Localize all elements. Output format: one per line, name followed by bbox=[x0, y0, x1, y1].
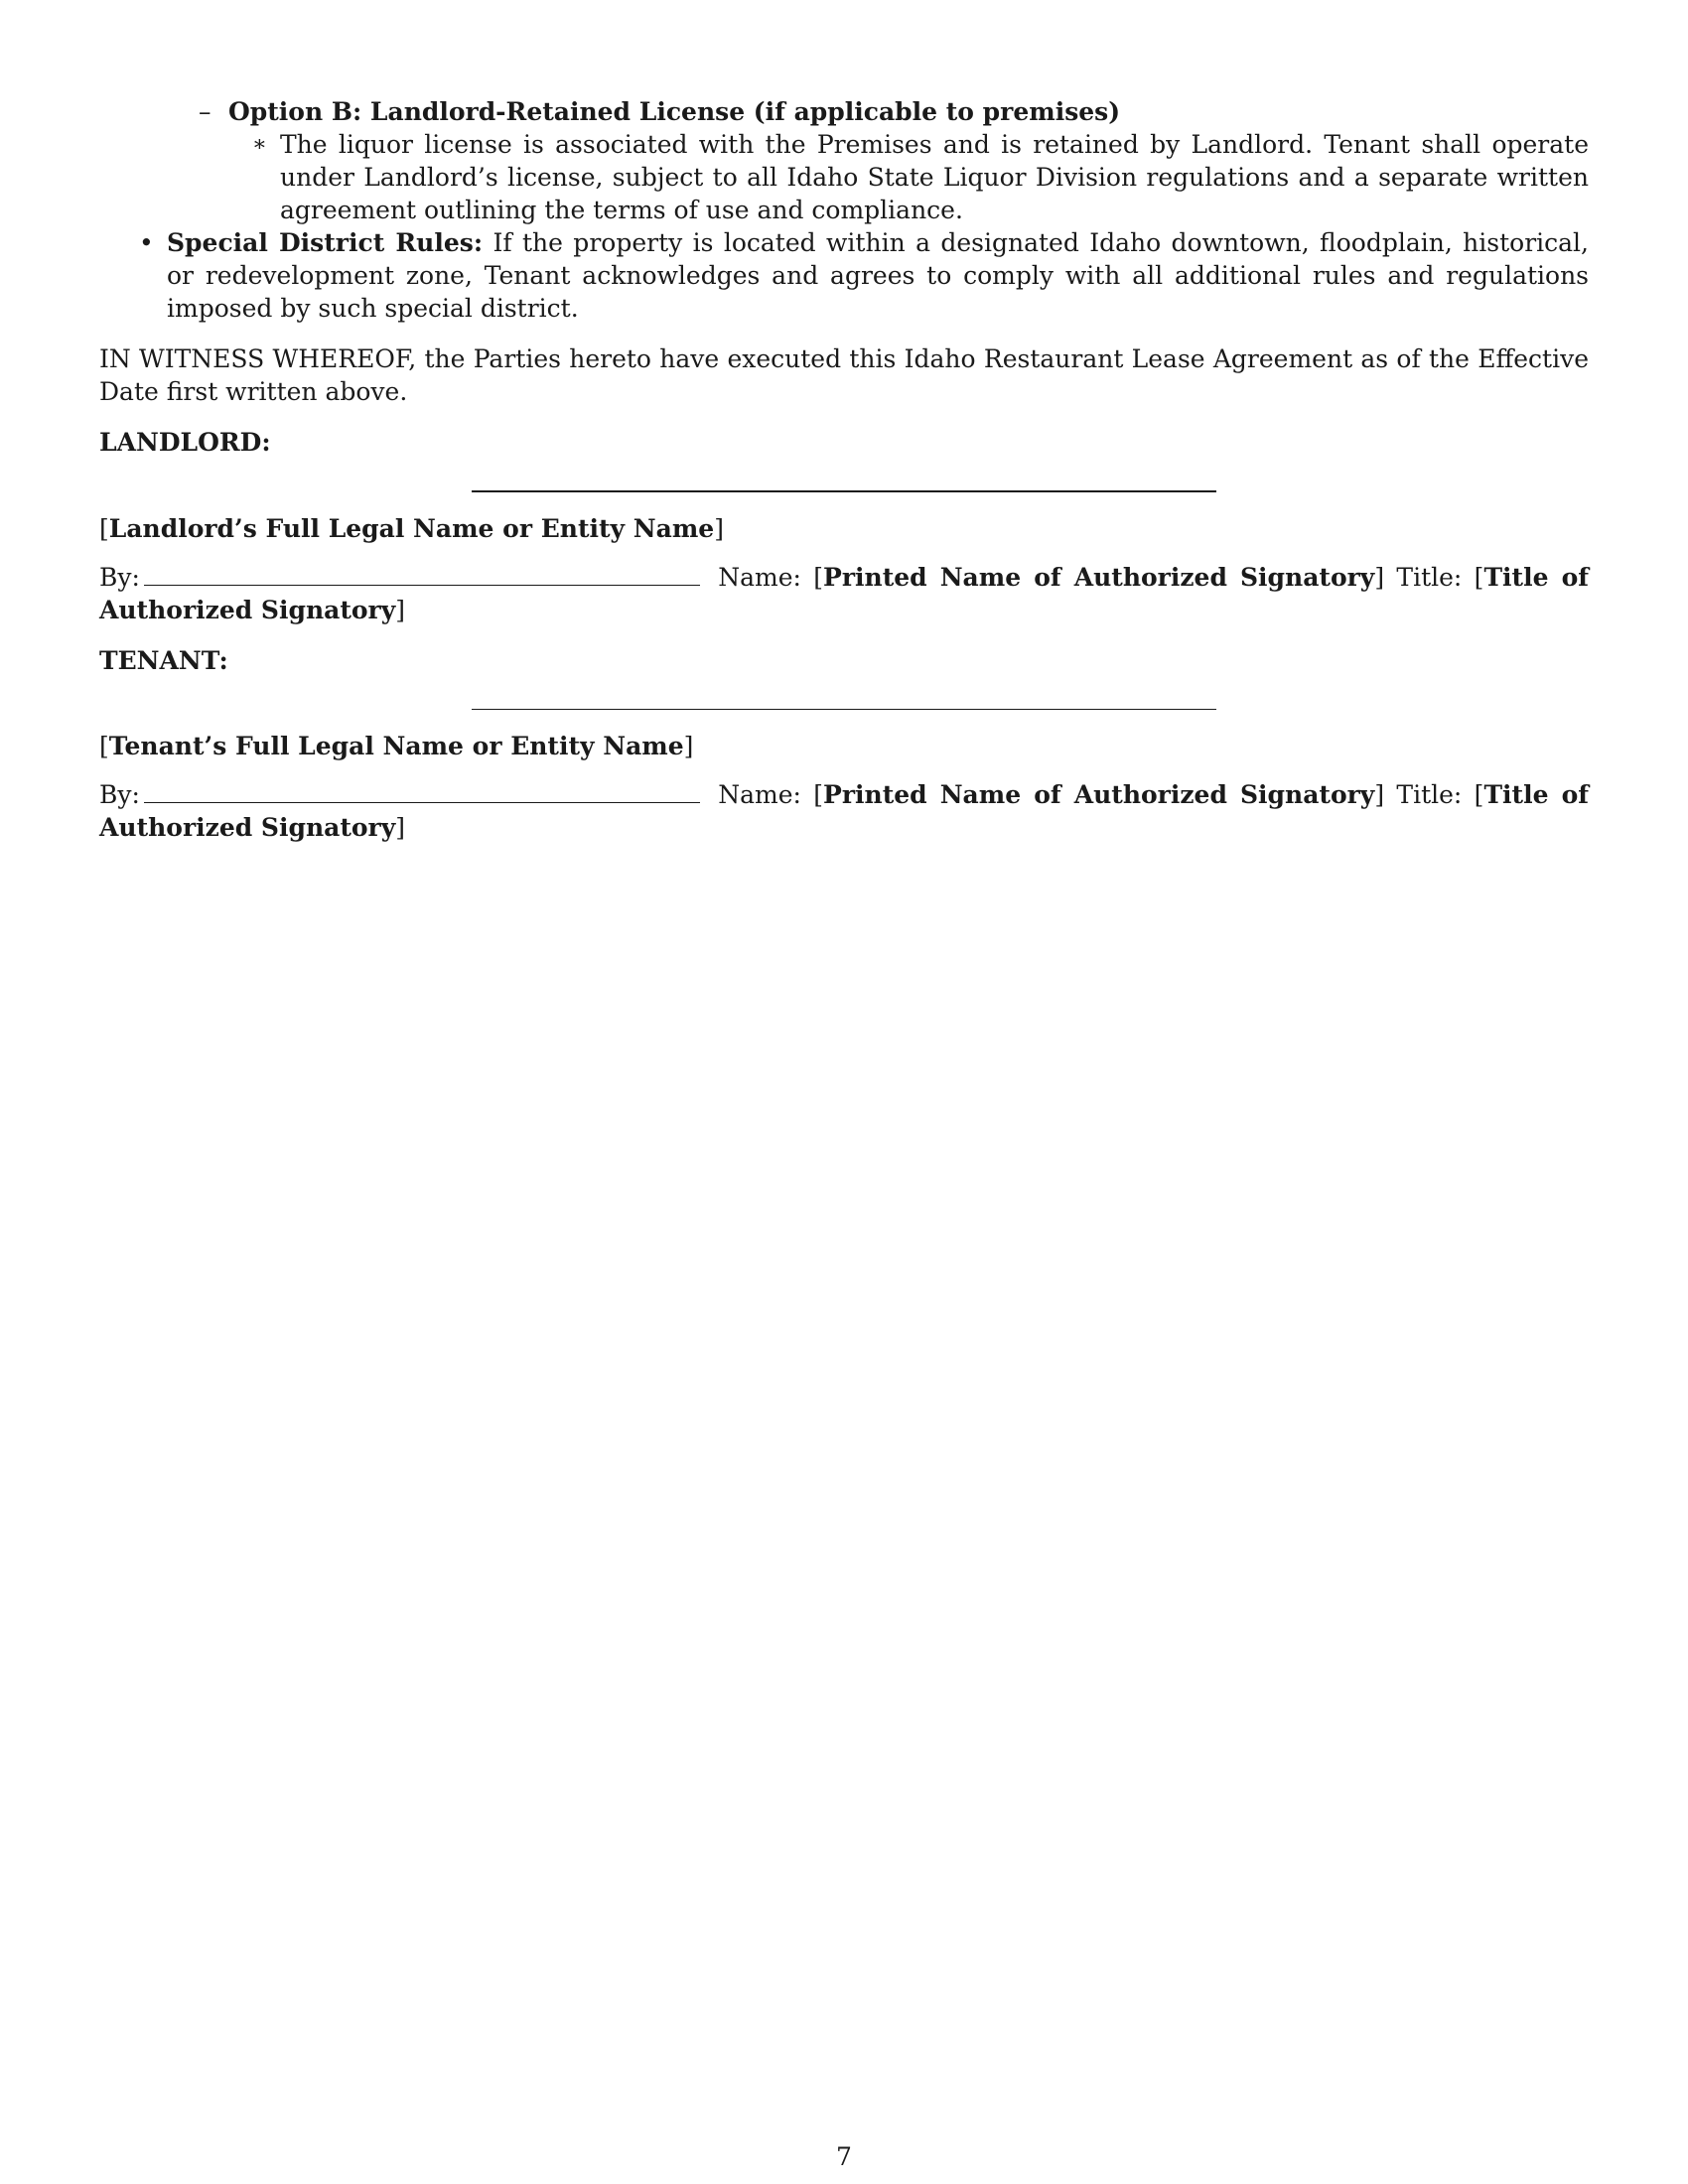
tenant-signature-line[interactable] bbox=[472, 709, 1216, 710]
witness-paragraph: IN WITNESS WHEREOF, the Parties hereto have executed this Idaho Restaurant Lease Agreement as of the Effective Date first written above. bbox=[99, 344, 1589, 406]
name-label: Name: bbox=[718, 563, 801, 592]
tenant-printed-name-placeholder: Printed Name of Authorized Signatory bbox=[823, 780, 1375, 809]
asterisk-marker: ∗ bbox=[252, 132, 267, 157]
option-b-text: The liquor license is associated with the Premises and is retained by Landlord. Tenant shall operate under Landlord’s license, subject to all Idaho State Liquor Division regulations and a separate written agreement outlining the terms of use and compliance. bbox=[280, 130, 1589, 224]
bracket-close: ] bbox=[683, 732, 694, 760]
landlord-heading: LANDLORD: bbox=[99, 428, 271, 457]
title-label: Title: bbox=[1396, 780, 1463, 809]
tenant-entity-name bbox=[99, 730, 1589, 762]
landlord-entity-name bbox=[99, 512, 1589, 545]
by-label: By: bbox=[99, 780, 140, 809]
tenant-signatory-row: By: Name: [Printed Name of Authorized Signatory] Title: [Title of Authorized Signatory] bbox=[99, 780, 1589, 842]
landlord-printed-name-placeholder: Printed Name of Authorized Signatory bbox=[823, 563, 1375, 592]
bracket-close: ] bbox=[714, 514, 724, 543]
special-district-heading: Special District Rules: bbox=[167, 228, 484, 257]
option-b-heading: Option B: Landlord-Retained License (if applicable to premises) bbox=[228, 97, 1121, 126]
landlord-signature-line[interactable] bbox=[472, 490, 1216, 492]
bracket-open: [ bbox=[99, 732, 109, 760]
name-label: Name: bbox=[718, 780, 801, 809]
tenant-by-blank[interactable] bbox=[144, 778, 700, 803]
document-page bbox=[99, 95, 1589, 844]
bullet-marker: • bbox=[139, 228, 154, 257]
landlord-title-placeholder: Title of Authorized Signatory bbox=[99, 563, 1589, 624]
tenant-entity-placeholder: Tenant’s Full Legal Name or Entity Name bbox=[108, 732, 684, 760]
option-b-detail bbox=[252, 128, 1589, 226]
special-district-text: If the property is located within a designated Idaho downtown, floodplain, historical, or redevelopment zone, Tenant acknowledges and agrees to comply with all additional rules and regulations imposed by such special district. bbox=[167, 228, 1589, 323]
landlord-entity-placeholder: Landlord’s Full Legal Name or Entity Name bbox=[108, 514, 715, 543]
dash-marker: – bbox=[199, 97, 211, 126]
page-number: 7 bbox=[836, 2142, 852, 2171]
tenant-heading: TENANT: bbox=[99, 646, 228, 675]
by-label: By: bbox=[99, 563, 140, 592]
tenant-title-placeholder: Title of Authorized Signatory bbox=[99, 780, 1589, 842]
landlord-signatory-row: By: Name: [Printed Name of Authorized Signatory] Title: [Title of Authorized Signatory] bbox=[99, 563, 1589, 624]
option-b-item bbox=[199, 95, 1589, 128]
special-district-item bbox=[139, 226, 1589, 325]
title-label: Title: bbox=[1396, 563, 1463, 592]
bracket-open: [ bbox=[99, 514, 109, 543]
landlord-by-blank[interactable] bbox=[144, 561, 700, 586]
